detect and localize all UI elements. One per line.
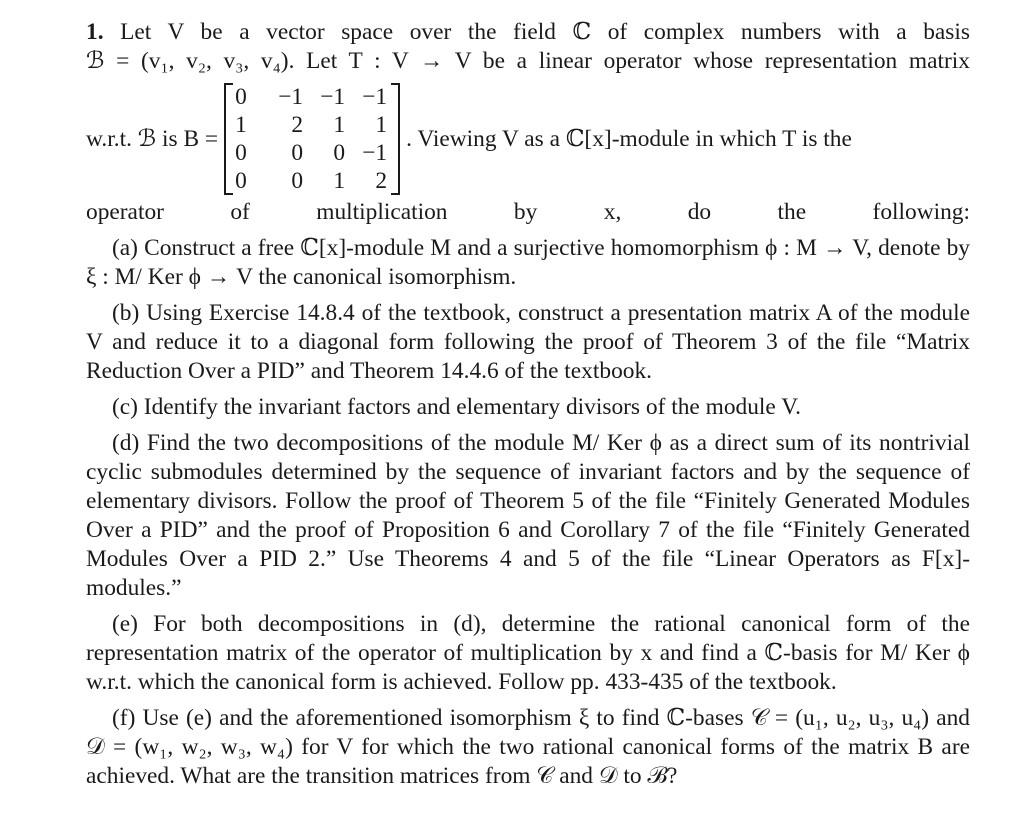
part-e: (e) For both decompositions in (d), determine the rational canonical form of the representation matrix of the operator of multiplication by x and find a ℂ-basis for M/ Ker ϕ w.r.t. which the canonical form is achieved. Follow pp. 433-435 of the textbook. (86, 611, 970, 695)
problem-line-1-text: Let V be a vector space over the field ℂ of complex numbers with a basis (120, 19, 970, 45)
matrix-cell-r4-c4: 2 (375, 167, 388, 194)
problem-number: 1. (86, 19, 104, 45)
matrix-cell-r4-c2: 0 (291, 167, 304, 194)
matrix-grid (233, 83, 391, 195)
matrix-left-bracket (224, 83, 233, 195)
part-b: (b) Using Exercise 14.8.4 of the textbook, construct a presentation matrix A of the module V and reduce it to a diagonal form following the proof of Theorem 3 of the file “Matrix Reduction Over a PID” and Theorem 14.4.6 of the textbook. (86, 300, 970, 384)
part-f: (f) Use (e) and the aforementioned isomorphism ξ to find ℂ-bases 𝒞 = (u₁, u₂, u₃, u₄) and 𝒟 = (w₁, w₂, w₃, w₄) for V for which the two rational canonical forms of the matrix B are achieved. What are the transition matrices from 𝒞 and 𝒟 to ℬ? (86, 705, 970, 789)
matrix-cell-r3-c2: 0 (291, 139, 304, 166)
problem-line-after-matrix: operator of multiplication by x, do the following: (86, 199, 970, 225)
matrix-cell-r1-c1: 0 (235, 83, 247, 110)
part-c: (c) Identify the invariant factors and elementary divisors of the module V. (112, 394, 801, 420)
matrix-cell-r4-c3: 1 (333, 167, 346, 194)
matrix-cell-r2-c3: 1 (333, 111, 346, 138)
problem-page (86, 18, 970, 791)
matrix-cell-r4-c1: 0 (235, 167, 247, 194)
matrix-definition-row (86, 80, 970, 198)
matrix-cell-r3-c1: 0 (235, 139, 247, 166)
matrix-cell-r1-c2: −1 (278, 83, 304, 110)
matrix-B (224, 83, 400, 195)
matrix-cell-r2-c4: 1 (375, 111, 388, 138)
matrix-cell-r3-c3: 0 (333, 139, 346, 166)
matrix-cell-r2-c2: 2 (291, 111, 304, 138)
part-d: (d) Find the two decompositions of the module M/ Ker ϕ as a direct sum of its nontrivial cyclic submodules determined by the sequence of invariant factors and by the sequence of elementary divisors. Follow the proof of Theorem 5 of the file “Finitely Generated Modules Over a PID” and the proof of Proposition 6 and Corollary 7 of the file “Finitely Generated Modules Over a PID 2.” Use Theorems 4 and 5 of the file “Linear Operators as F[x]-modules.” (86, 430, 970, 601)
problem-line-1 (86, 18, 970, 47)
matrix-cell-r1-c4: −1 (362, 83, 388, 110)
matrix-cell-r3-c4: −1 (362, 139, 388, 166)
problem-line-2: ℬ = (v₁, v₂, v₃, v₄). Let T : V → V be a linear operator whose representation matrix (86, 48, 970, 74)
matrix-right-bracket (391, 83, 400, 195)
matrix-cell-r1-c3: −1 (320, 83, 346, 110)
matrix-suffix: . Viewing V as a ℂ[x]-module in which T is the (406, 125, 852, 152)
matrix-prefix: w.r.t. ℬ is B = (86, 125, 219, 152)
part-a: (a) Construct a free ℂ[x]-module M and a surjective homomorphism ϕ : M → V, denote by ξ : M/ Ker ϕ → V the canonical isomorphism. (86, 235, 970, 290)
matrix-cell-r2-c1: 1 (235, 111, 247, 138)
